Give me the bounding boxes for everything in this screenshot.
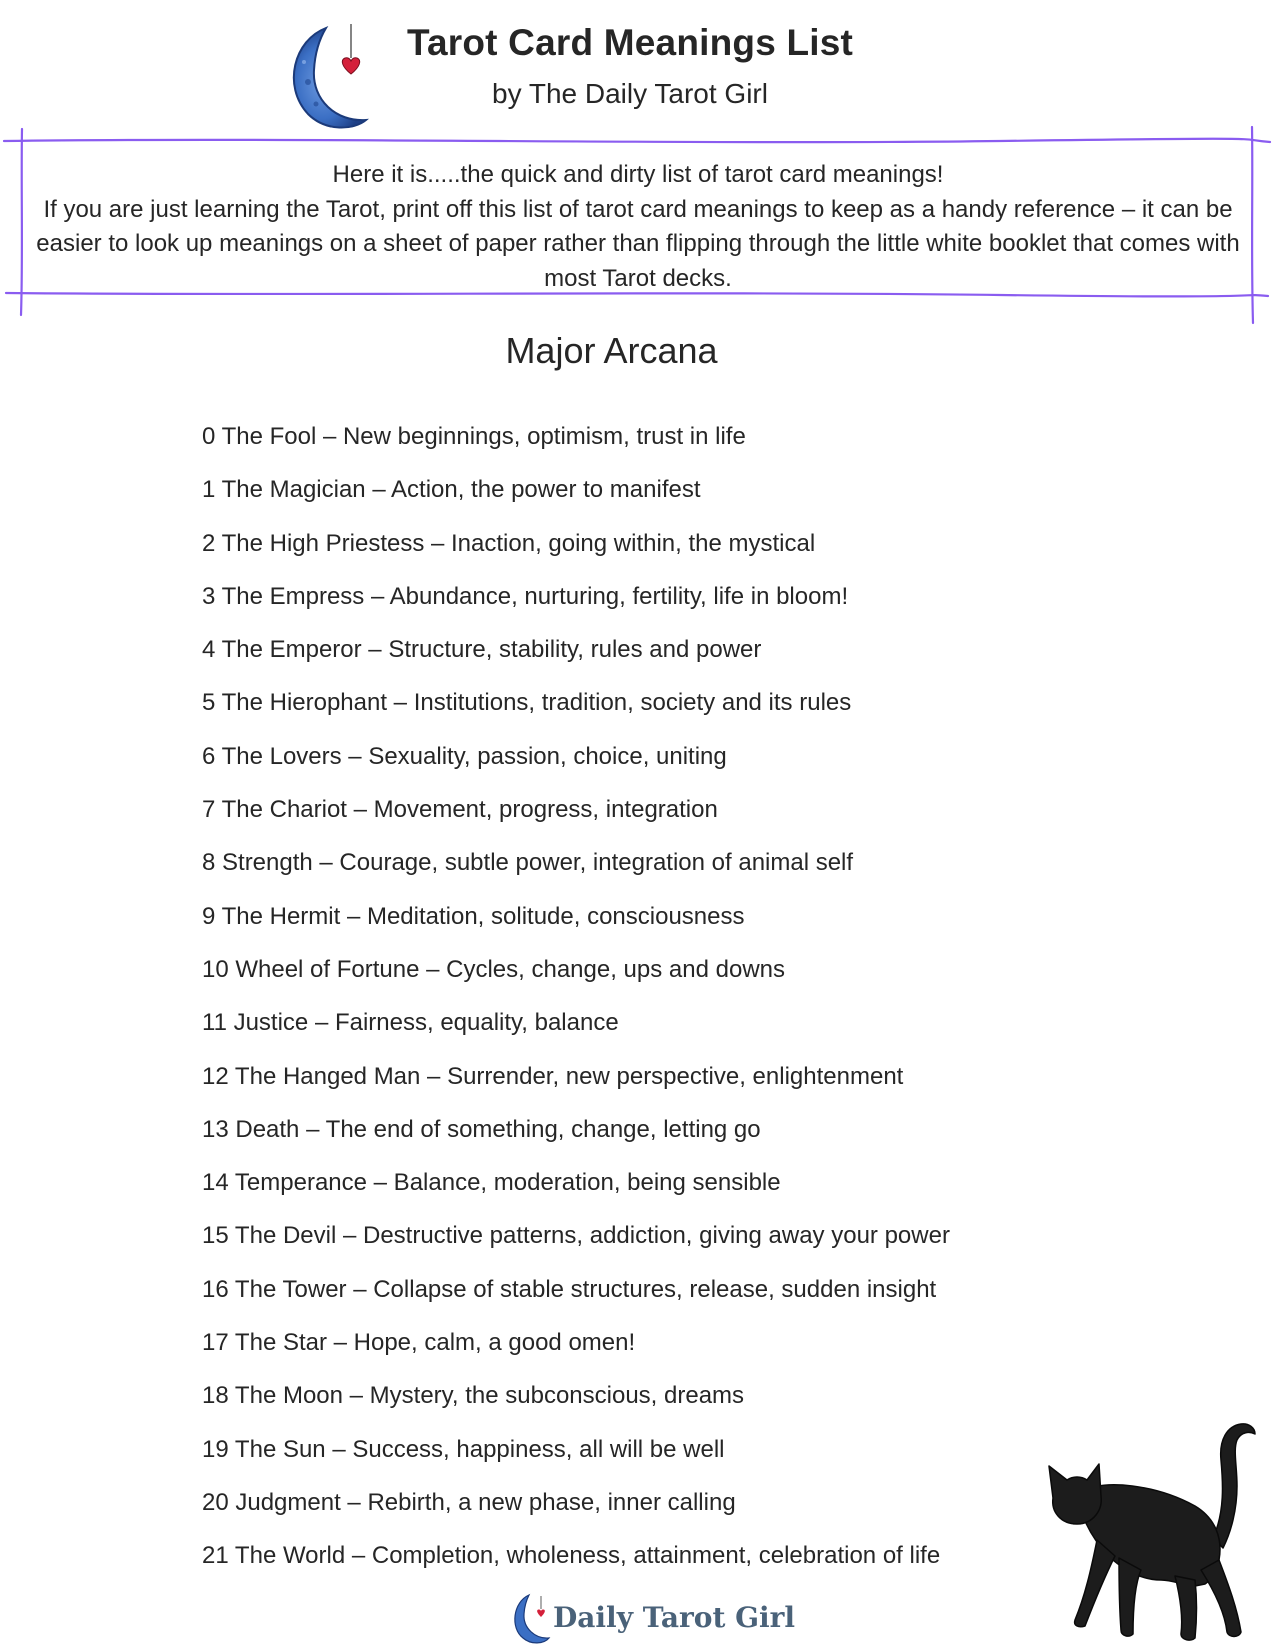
list-item: 2 The High Priestess – Inaction, going within, the mystical	[202, 529, 816, 557]
list-item: 16 The Tower – Collapse of stable structures, release, sudden insight	[202, 1275, 937, 1303]
page-subtitle: by The Daily Tarot Girl	[492, 78, 768, 109]
list-item: 21 The World – Completion, wholeness, attainment, celebration of life	[202, 1542, 941, 1570]
list-item: 6 The Lovers – Sexuality, passion, choice, uniting	[202, 742, 727, 770]
section-title: Major Arcana	[505, 330, 718, 371]
cat-illustration	[1045, 1420, 1275, 1650]
list-item: 4 The Emperor – Structure, stability, rules and power	[202, 636, 762, 664]
list-item: 13 Death – The end of something, change, letting go	[202, 1115, 761, 1143]
list-item: 11 Justice – Fairness, equality, balance	[202, 1009, 619, 1037]
intro-text	[28, 158, 1248, 296]
footer-logo	[511, 1592, 796, 1648]
list-item: 7 The Chariot – Movement, progress, integration	[202, 796, 718, 824]
list-item: 1 The Magician – Action, the power to manifest	[202, 476, 701, 504]
list-item: 19 The Sun – Success, happiness, all will be well	[202, 1435, 725, 1463]
list-item: 17 The Star – Hope, calm, a good omen!	[202, 1329, 636, 1357]
page-title: Tarot Card Meanings List	[406, 22, 854, 63]
list-item: 9 The Hermit – Meditation, solitude, consciousness	[202, 902, 745, 930]
list-item: 12 The Hanged Man – Surrender, new perspective, enlightenment	[202, 1062, 904, 1090]
intro-line-1: Here it is.....the quick and dirty list of tarot card meanings!	[332, 161, 944, 188]
list-item: 3 The Empress – Abundance, nurturing, fertility, life in bloom!	[202, 582, 849, 610]
list-item: 8 Strength – Courage, subtle power, integration of animal self	[202, 849, 854, 877]
list-item: 15 The Devil – Destructive patterns, addiction, giving away your power	[202, 1222, 950, 1250]
list-item: 10 Wheel of Fortune – Cycles, change, ups and downs	[202, 955, 786, 983]
list-item: 5 The Hierophant – Institutions, tradition, society and its rules	[202, 689, 852, 717]
card-list	[202, 419, 950, 1592]
list-item: 18 The Moon – Mystery, the subconscious, dreams	[202, 1382, 745, 1410]
list-item: 20 Judgment – Rebirth, a new phase, inner calling	[202, 1488, 736, 1516]
footer-moon-icon	[511, 1592, 555, 1646]
list-item: 14 Temperance – Balance, moderation, being sensible	[202, 1169, 781, 1197]
footer-logo-text: Daily Tarot Girl	[553, 1601, 796, 1634]
list-item: 0 The Fool – New beginnings, optimism, trust in life	[202, 423, 746, 450]
intro-line-2: If you are just learning the Tarot, print off this list of tarot card meanings to keep as a handy reference – it can be easier to look up meanings on a sheet of paper rather than flipping through the little white booklet that comes with most Tarot decks.	[36, 195, 1240, 292]
